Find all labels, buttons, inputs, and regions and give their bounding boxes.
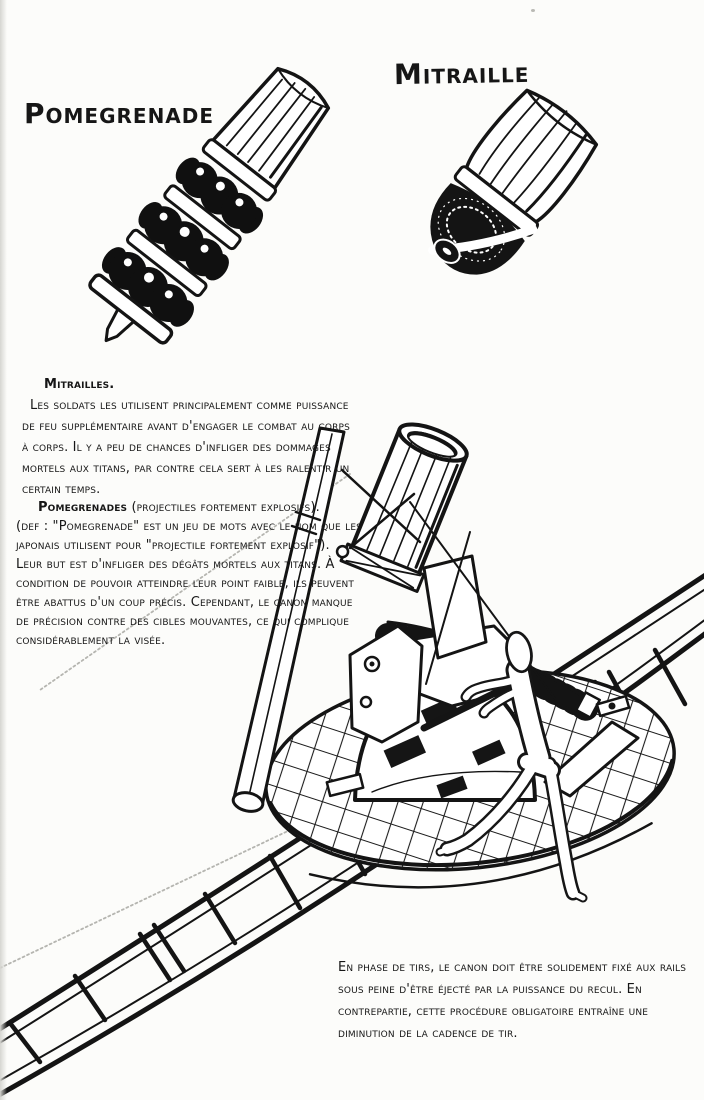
title-pomegrenade: Pomegrenade [24,97,215,130]
mitraille-shell-sketch [408,81,604,294]
mitrailles-heading: Mitrailles. [44,377,115,392]
caption-firing-phase [338,957,696,1045]
paper-speck [531,9,535,12]
caption-text: En phase de tirs, le canon doit être solidement fixé aux rails sous peine d'être éjecté par la puissance du recul. En contrepartie, cette procédure obligatoire entraîne une diminution de la cadence de tir. [338,960,687,1041]
title-mitraille: Mitraille [393,55,530,92]
pomegrenades-definition-text: (def : "Pomegrenade" est un jeu de mots avec le nom que les japonais utilisent pour "projectile fortement explosif"). [16,519,363,553]
bolt [361,697,371,707]
paragraph-pomegrenades [16,498,366,650]
pomegrenades-heading-suffix: (projectiles fortement explosifs). [127,500,320,515]
pomegrenades-body-text: Leur but est d'infliger des dégâts mortels aux titans. À condition de pouvoir atteindre leur point faible, ils peuvent être abattus d'un coup précis. Cependant, le canon manque de précision contre des cibles mouvantes, ce qui complique considérablement la visée. [16,557,355,648]
pomegrenades-heading: Pomegrenades [38,500,128,515]
mitrailles-body-text: Les soldats les utilisent principalement comme puissance de feu supplémentaire avant d'engager le combat au corps à corps. Il y a peu de chances d'infliger des dommages mortels aux titans, par contre cela sert à les ralentir un certain temps. [22,398,350,497]
paragraph-mitrailles [22,374,358,500]
